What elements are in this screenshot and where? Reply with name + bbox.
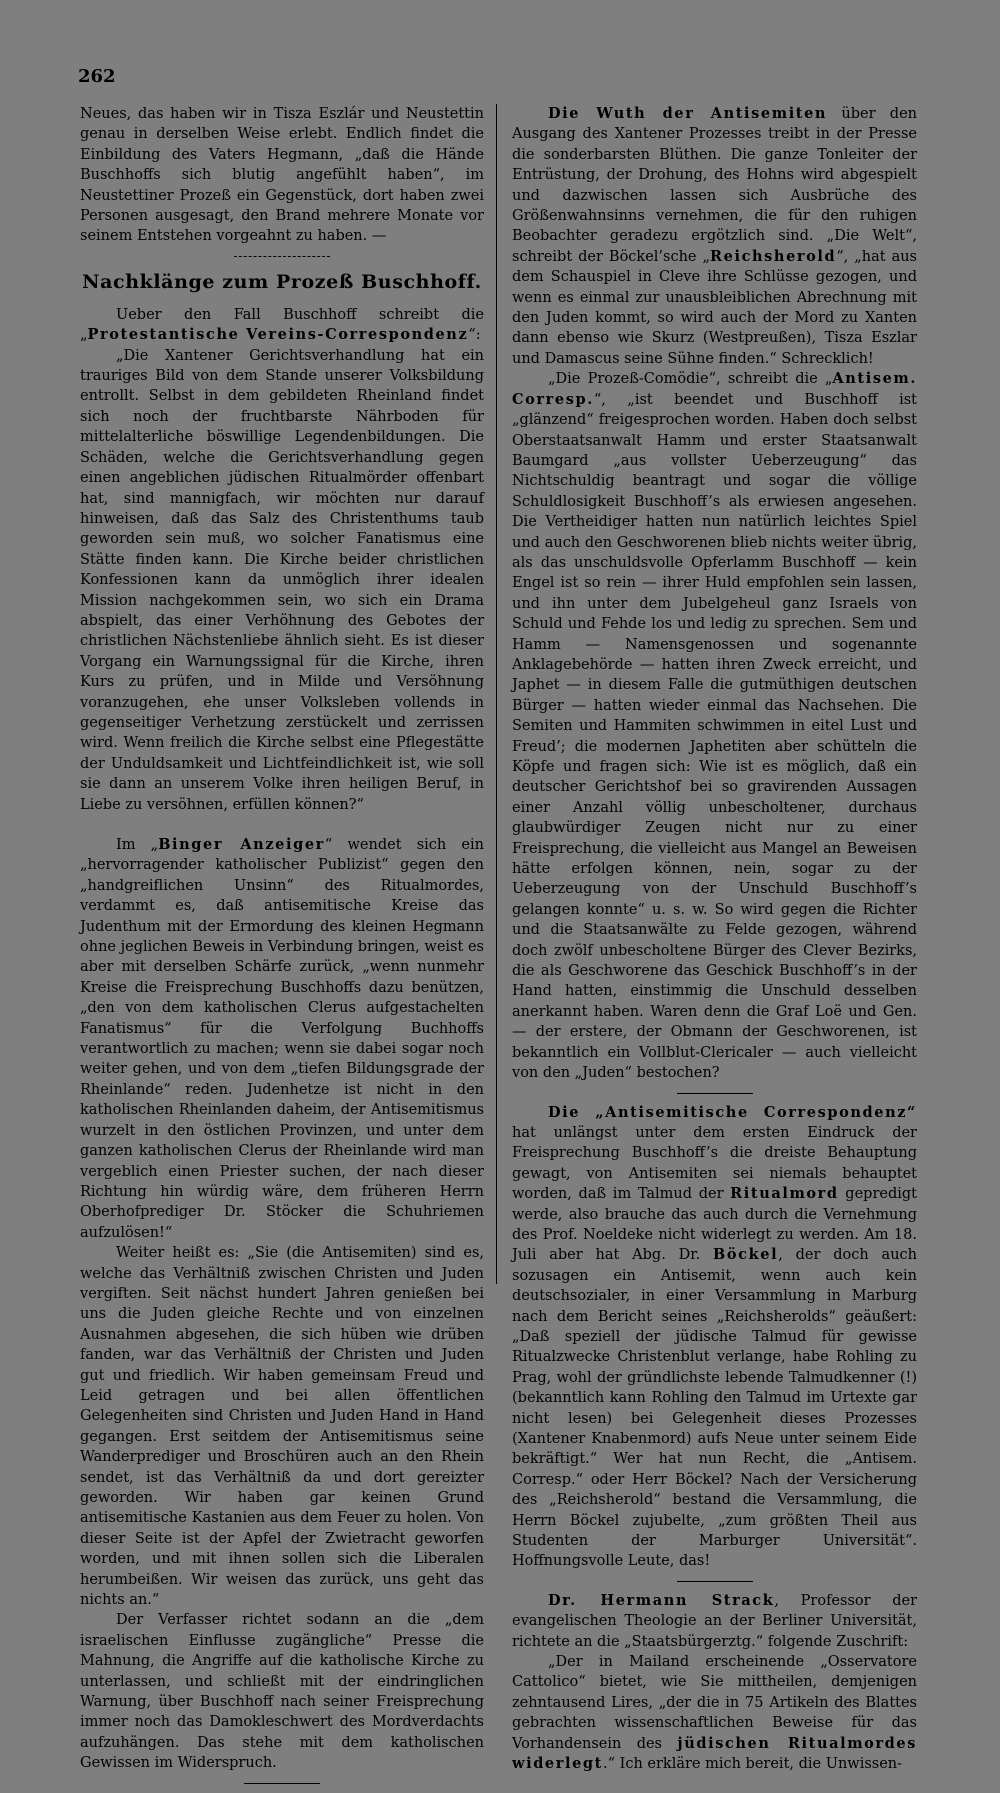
text: “, „ist beendet und Buschhoff ist „glänzend“ freigesprochen worden. Haben doch selbst Oberstaatsanwalt Hamm und erster Staatsanwalt Baumgard „aus vollster Ueberzeugung“ das Nichtschuldig beantragt und sogar die völlige Schuldlosigkeit Buschhoff’s als erwiesen angesehen. Die Vertheidiger hatten nun natürlich leichtes Spiel und auch den Geschworenen blieb nichts weiter übrig, als das unschuldsvolle Opferlamm Buschhoff — kein Engel ist so rein — ihrer Huld empfohlen sein lassen, und ihn unter dem Jubelgeheul ganz Israels von Schuld und Fehde los und ledig zu sprechen. Sem und Hamm — Namensgenossen und sogenannte Anklagebehörde — hatten ihren Zweck erreicht, und Japhet — in diesem Falle die gutmüthigen deutschen Bürger — hatten wieder einmal das Nachsehen. Die Semiten und Hammiten schwimmen in eitel Lust und Freud’; die modernen Japhetiten aber schütteln die Köpfe und fragen sich: Wie ist es möglich, daß ein deutscher Gerichtshof bei so gravirenden Aussagen einer Anzahl völlig unbescholtener, durchaus glaubwürdiger Zeugen nicht nur zu einer Freisprechung, die vielleicht aus Mangel an Beweisen hätte erfolgen können, nein, sogar zu der Ueberzeugung von der Unschuld Buschhoff’s gelangen konnte“ u. s. w. So wird gegen die Richter und die Staatsanwälte zu Felde gezogen, während doch zwölf unbescholtene Bürger des Clever Bezirks, die als Geschworene das Geschick Buschhoff’s in der Hand hatten, einstimmig die Unschuld desselben anerkannt haben. Waren denn die Graf Loë und Gen. — der erstere, der Obmann der Geschworenen, ist bekanntlich ein Vollblut-Clericaler — auch vielleicht von den „Juden“ bestochen? — [512, 391, 917, 1082]
lead-phrase: Die Wuth der Antisemiten — [548, 105, 828, 122]
end-rule — [244, 1783, 320, 1784]
section-rule — [677, 1581, 753, 1582]
publication-name: Protestantische Vereins-Correspondenz — [87, 326, 469, 344]
keyword: Ritualmord — [730, 1185, 839, 1203]
publication-name: Die „Antisemitische Correspondenz“ — [548, 1103, 917, 1121]
spacer — [80, 815, 484, 835]
intro-paragraph: Neues, das haben wir in Tisza Eszlár und Neustettin genau in derselben Weise erlebt. Endlich findet die Einbildung des Vaters Hegmann, „daß die Hände Buschhoffs sich blutig angefühlt haben“, im Neustettiner Prozeß ein Gegenstück, dort haben zwei Personen ausgesagt, den Brand mehrere Monate vor seinem Entstehen vorgeahnt zu haben. — — [80, 106, 484, 245]
paragraph — [512, 1103, 917, 1572]
paragraph — [80, 835, 484, 1243]
section-rule — [234, 256, 330, 257]
publication-name: Binger Anzeiger — [158, 836, 325, 853]
text: hat unlängst unter dem ersten Eindruck der Freisprechung Buschhoff’s die dreiste Behauptung gewagt, von Antisemiten sei niemals behauptet worden, daß im Talmud der — [512, 1124, 917, 1203]
column-divider — [496, 104, 497, 1284]
quote-paragraph: „Die Xantener Gerichtsverhandlung hat ein trauriges Bild von dem Stande unserer Volksbildung entrollt. Selbst in dem gebildeten Rheinland findet sich noch der fruchtbarste Nährboden für mittelalterliche böswillige Legendenbildungen. Die Schäden, welche die Gerichtsverhandlung gegen einen angeblichen jüdischen Ritualmörder offenbart hat, sind mannigfach, wir möchten nur darauf hinweisen, daß das Salz des Christenthums taub geworden sein muß, wo solcher Fanatismus eine Stätte finden kann. Die Kirche beider christlichen Konfessionen kann da unmöglich ihrer idealen Mission nachgekommen sein, wo sich ein Drama abspielt, das einer Verhöhnung des Gebotes der christlichen Nächstenliebe ähnlich sieht. Es ist dieser Vorgang ein Warnungssignal für die Kirche, ihren Kurs zu prüfen, und in Milde und Versöhnung voranzugehen, ehe unser Volksleben vollends in gegenseitiger Verhetzung zerstückelt und zerrissen wird. Wenn freilich die Kirche selbst eine Pflegestätte der Unduldsamkeit und Lichtfeindlichkeit ist, wie soll sie dann an unserem Volke ihren heiligen Beruf, in Liebe zu versöhnen, erfüllen können?“ — [80, 347, 484, 813]
section-rule — [677, 1093, 753, 1094]
person-name: Böckel — [713, 1246, 779, 1264]
page-number: 262 — [78, 66, 116, 87]
text: “: — [468, 327, 481, 344]
text: “, „hat aus dem Schauspiel in Cleve ihre Schlüsse gezogen, und wenn es einmal zur unausbleiblichen Abrechnung mit den Juden kommt, so wird auch der Mord zu Xanten dann ebenso wie Skurz (Westpreußen), Tisza Eszlar und Damascus seine Sühne finden.“ Schrecklich! — [512, 248, 917, 367]
keyword: jüdischen Ritualmordes widerlegt — [512, 1734, 917, 1773]
paragraph — [512, 1591, 917, 1652]
text: über den Ausgang des Xantener Prozesses treibt in der Presse die sonderbarsten Blüthen. Die ganze Tonleiter der Entrüstung, der Drohung, des Hohns wird abgespielt und dazwischen lassen sich Ausbrüche des Größenwahnsinns vernehmen, die für den ruhigen Beobachter geradezu ergötzlich sind. „Die Welt“, schreibt der Böckel’sche „ — [512, 106, 917, 265]
text: “ wendet sich ein „hervorragender katholischer Publizist“ gegen den „handgreiflichen Unsinn“ des Ritualmordes, verdammt es, daß antisemitische Kreise das Judenthum mit der Ermordung des kleinen Hegmann ohne jeglichen Beweis in Verbindung bringen, weist es aber mit derselben Schärfe zurück, „wenn nunmehr Kreise die Freisprechung Buschhoffs dazu benützen, „den von dem katholischen Clerus aufgestachelten Fanatismus“ für die Verfolgung Buchhoffs verantwortlich zu machen; wenn sie dabei sogar noch weiter gehen, und von dem „tiefen Bildungsgrade der Rheinlande“ reden. Judenhetze ist nicht in den katholischen Rheinlanden daheim, der Antisemitismus wurzelt in den östlichen Provinzen, und unter dem ganzen katholischen Clerus der Rheinlande wird man vergeblich einen Priester suchen, der nach dieser Richtung hin würdig wäre, dem früheren Herrn Oberhofprediger Dr. Stöcker die Schuhriemen aufzulösen!“ — [80, 837, 484, 1241]
paragraph — [512, 104, 917, 369]
text: Im „ — [116, 837, 159, 853]
text: gepredigt werde, also brauche das auch durch die Vernehmung des Prof. Noeldeke nicht widerlegt zu werden. Am 18. Juli aber hat Abg. Dr. — [512, 1186, 917, 1264]
section-heading: Nachklänge zum Prozeß Buschhoff. — [82, 270, 482, 293]
person-name: Dr. Hermann Strack — [548, 1591, 775, 1609]
paragraph: Der Verfasser richtet sodann an die „dem israelischen Einflusse zugängliche“ Presse die Mahnung, die Angriffe auf die katholische Kirche zu unterlassen, und schließt mit der eindringlichen Warnung, über Buschhoff nach seiner Freisprechung immer noch das Damokleschwert des Mordverdachts aufzuhängen. Das stehe mit dem katholischen Gewissen im Widerspruch. — [80, 1612, 484, 1772]
text: Ueber den Fall Buschhoff schreibt die „ — [80, 306, 484, 344]
text: „Der in Mailand erscheinende „Osservatore Cattolico“ bietet, wie Sie mittheilen, demjenigen zehntausend Lires, „der die in 75 Artikeln des Blattes gebrachten wissenschaftlichen Beweise für das Vorhandensein des — [512, 1654, 917, 1752]
publication-name: Reichsherold — [710, 247, 837, 265]
right-column — [512, 104, 917, 1775]
text: , Professor der evangelischen Theologie an der Berliner Universität, richtete an die „Staatsbürgerztg.“ folgende Zuschrift: — [512, 1592, 918, 1650]
text: , der doch auch sozusagen ein Antisemit, wenn auch kein deutschsozialer, in einer Versammlung in Marburg nach dem Bericht seines „Reichsherolds“ geäußert: „Daß speziell der jüdische Talmud für gewisse Ritualzwecke Christenblut verlange, habe Rohling zu Prag, wohl der gründlichste lebende Talmudkenner (!) (bekanntlich kann Rohling den Talmud im Urtexte gar nicht lesen) bei Gelegenheit dieses Prozesses (Xantener Knabenmord) aufs Neue unter seinem Eide bekräftigt.“ Wer hat nun Recht, die „Antisem. Corresp.“ oder Herr Böckel? Nach der Versicherung des „Reichsherold“ bestand die Versammlung, die Herrn Böckel zujubelte, „zum größten Theil aus Studenten der Marburger Universität“. Hoffnungsvolle Leute, das! — [512, 1247, 917, 1570]
left-column — [80, 104, 484, 1793]
text: „Die Prozeß-Comödie“, schreibt die „ — [548, 371, 833, 388]
quote-paragraph — [512, 1652, 917, 1774]
text: .“ Ich erkläre mich bereit, die Unwissen- — [602, 1756, 903, 1773]
paragraph: Weiter heißt es: „Sie (die Antisemiten) sind es, welche das Verhältniß zwischen Christen und Juden vergiften. Seit nächst hundert Jahren genießen bei uns die Juden gleiche Rechte und von einzelnen Ausnahmen abgesehen, die sich hüben wie drüben fanden, war das Verhältniß der Christen und Juden gut und friedlich. Wir haben gemeinsam Freud und Leid getragen und bei allen öffentlichen Gelegenheiten sind Christen und Juden Hand in Hand gegangen. Erst seitdem der Antisemitismus seine Wanderprediger und Broschüren auch an den Rhein sendet, ist das Verhältniß da und dort gereizter geworden. Wir haben gar keinen Grund antisemitische Kastanien aus dem Feuer zu holen. Von dieser Seite ist der Apfel der Zwietracht geworfen worden, und mit ihnen sollen sich die Liberalen herumbeißen. Wir weisen das zurück, uns geht das nichts an.“ — [80, 1245, 484, 1609]
paragraph — [80, 305, 484, 346]
publication-name: Antisem. Corresp. — [512, 370, 917, 408]
paragraph — [512, 369, 917, 1083]
